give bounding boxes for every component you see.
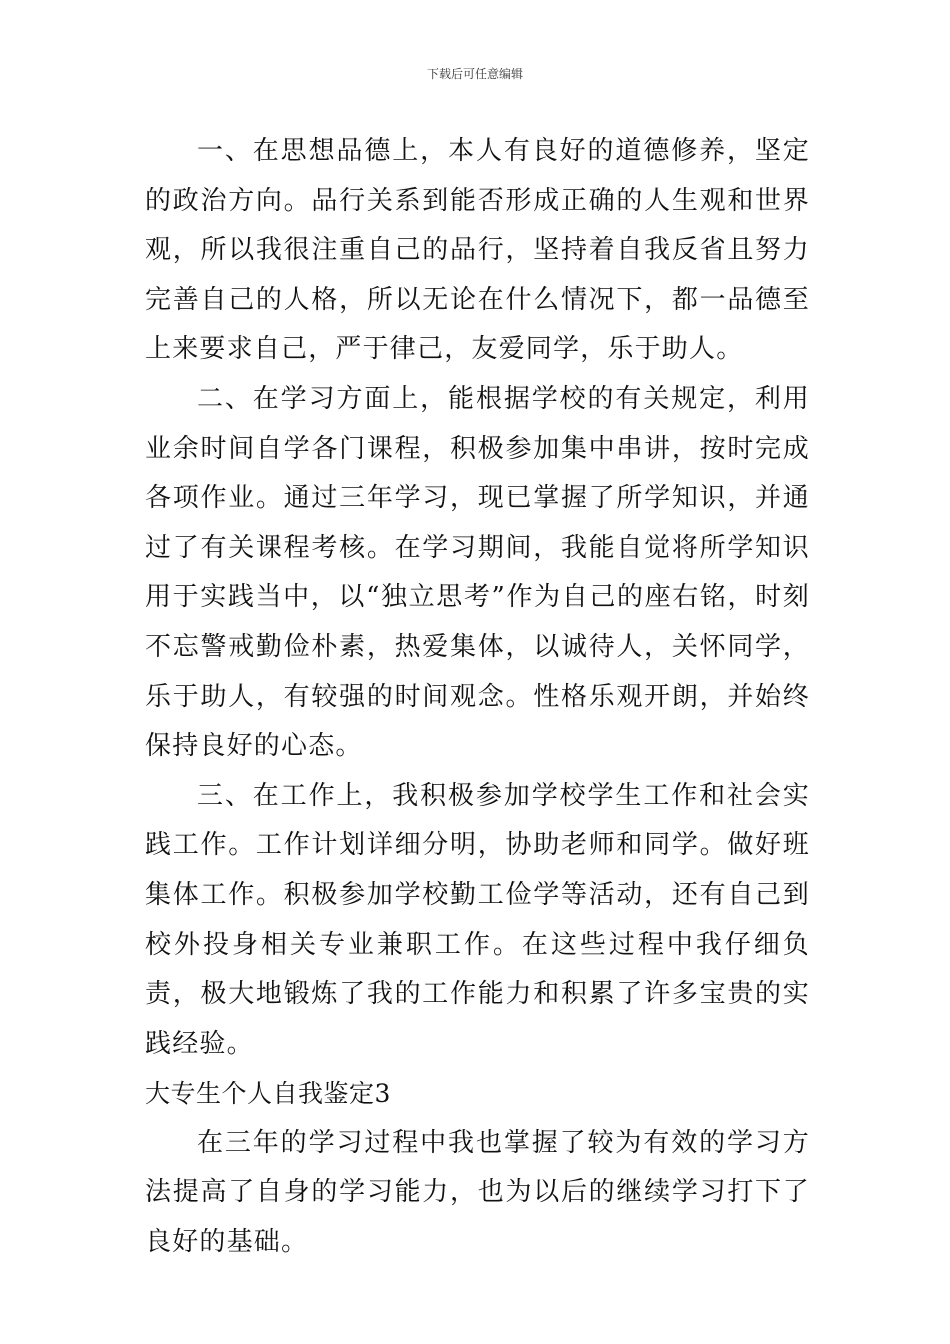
paragraph-learning-methods: 在三年的学习过程中我也掌握了较为有效的学习方法提高了自身的学习能力，也为以后的继续学习打下了良好的基础。	[145, 1127, 810, 1258]
paragraph-moral-character: 一、在思想品德上，本人有良好的道德修养，坚定的政治方向。品行关系到能否形成正确的人生观和世界观，所以我很注重自己的品行，坚持着自我反省且努力完善自己的人格，所以无论在什么情况下，都一品德至上来要求自己，严于律己，友爱同学，乐于助人。	[145, 136, 810, 365]
section-heading: 大专生个人自我鉴定3	[145, 1079, 391, 1109]
paragraph-work: 三、在工作上，我积极参加学校学生工作和社会实践工作。工作计划详细分明，协助老师和同学。做好班集体工作。积极参加学校勤工俭学等活动，还有自己到校外投身相关专业兼职工作。在这些过程中我仔细负责，极大地锻炼了我的工作能力和积累了许多宝贵的实践经验。	[145, 780, 810, 1059]
paragraph-study: 二、在学习方面上，能根据学校的有关规定，利用业余时间自学各门课程，积极参加集中串讲，按时完成各项作业。通过三年学习，现已掌握了所学知识，并通过了有关课程考核。在学习期间，我能自觉将所学知识用于实践当中，以“独立思考”作为自己的座右铭，时刻不忘警戒勤俭朴素，热爱集体，以诚待人，关怀同学，乐于助人，有较强的时间观念。性格乐观开朗，并始终保持良好的心态。	[145, 383, 810, 762]
header-note: 下载后可任意编辑	[426, 67, 523, 81]
document-body	[145, 127, 810, 1268]
